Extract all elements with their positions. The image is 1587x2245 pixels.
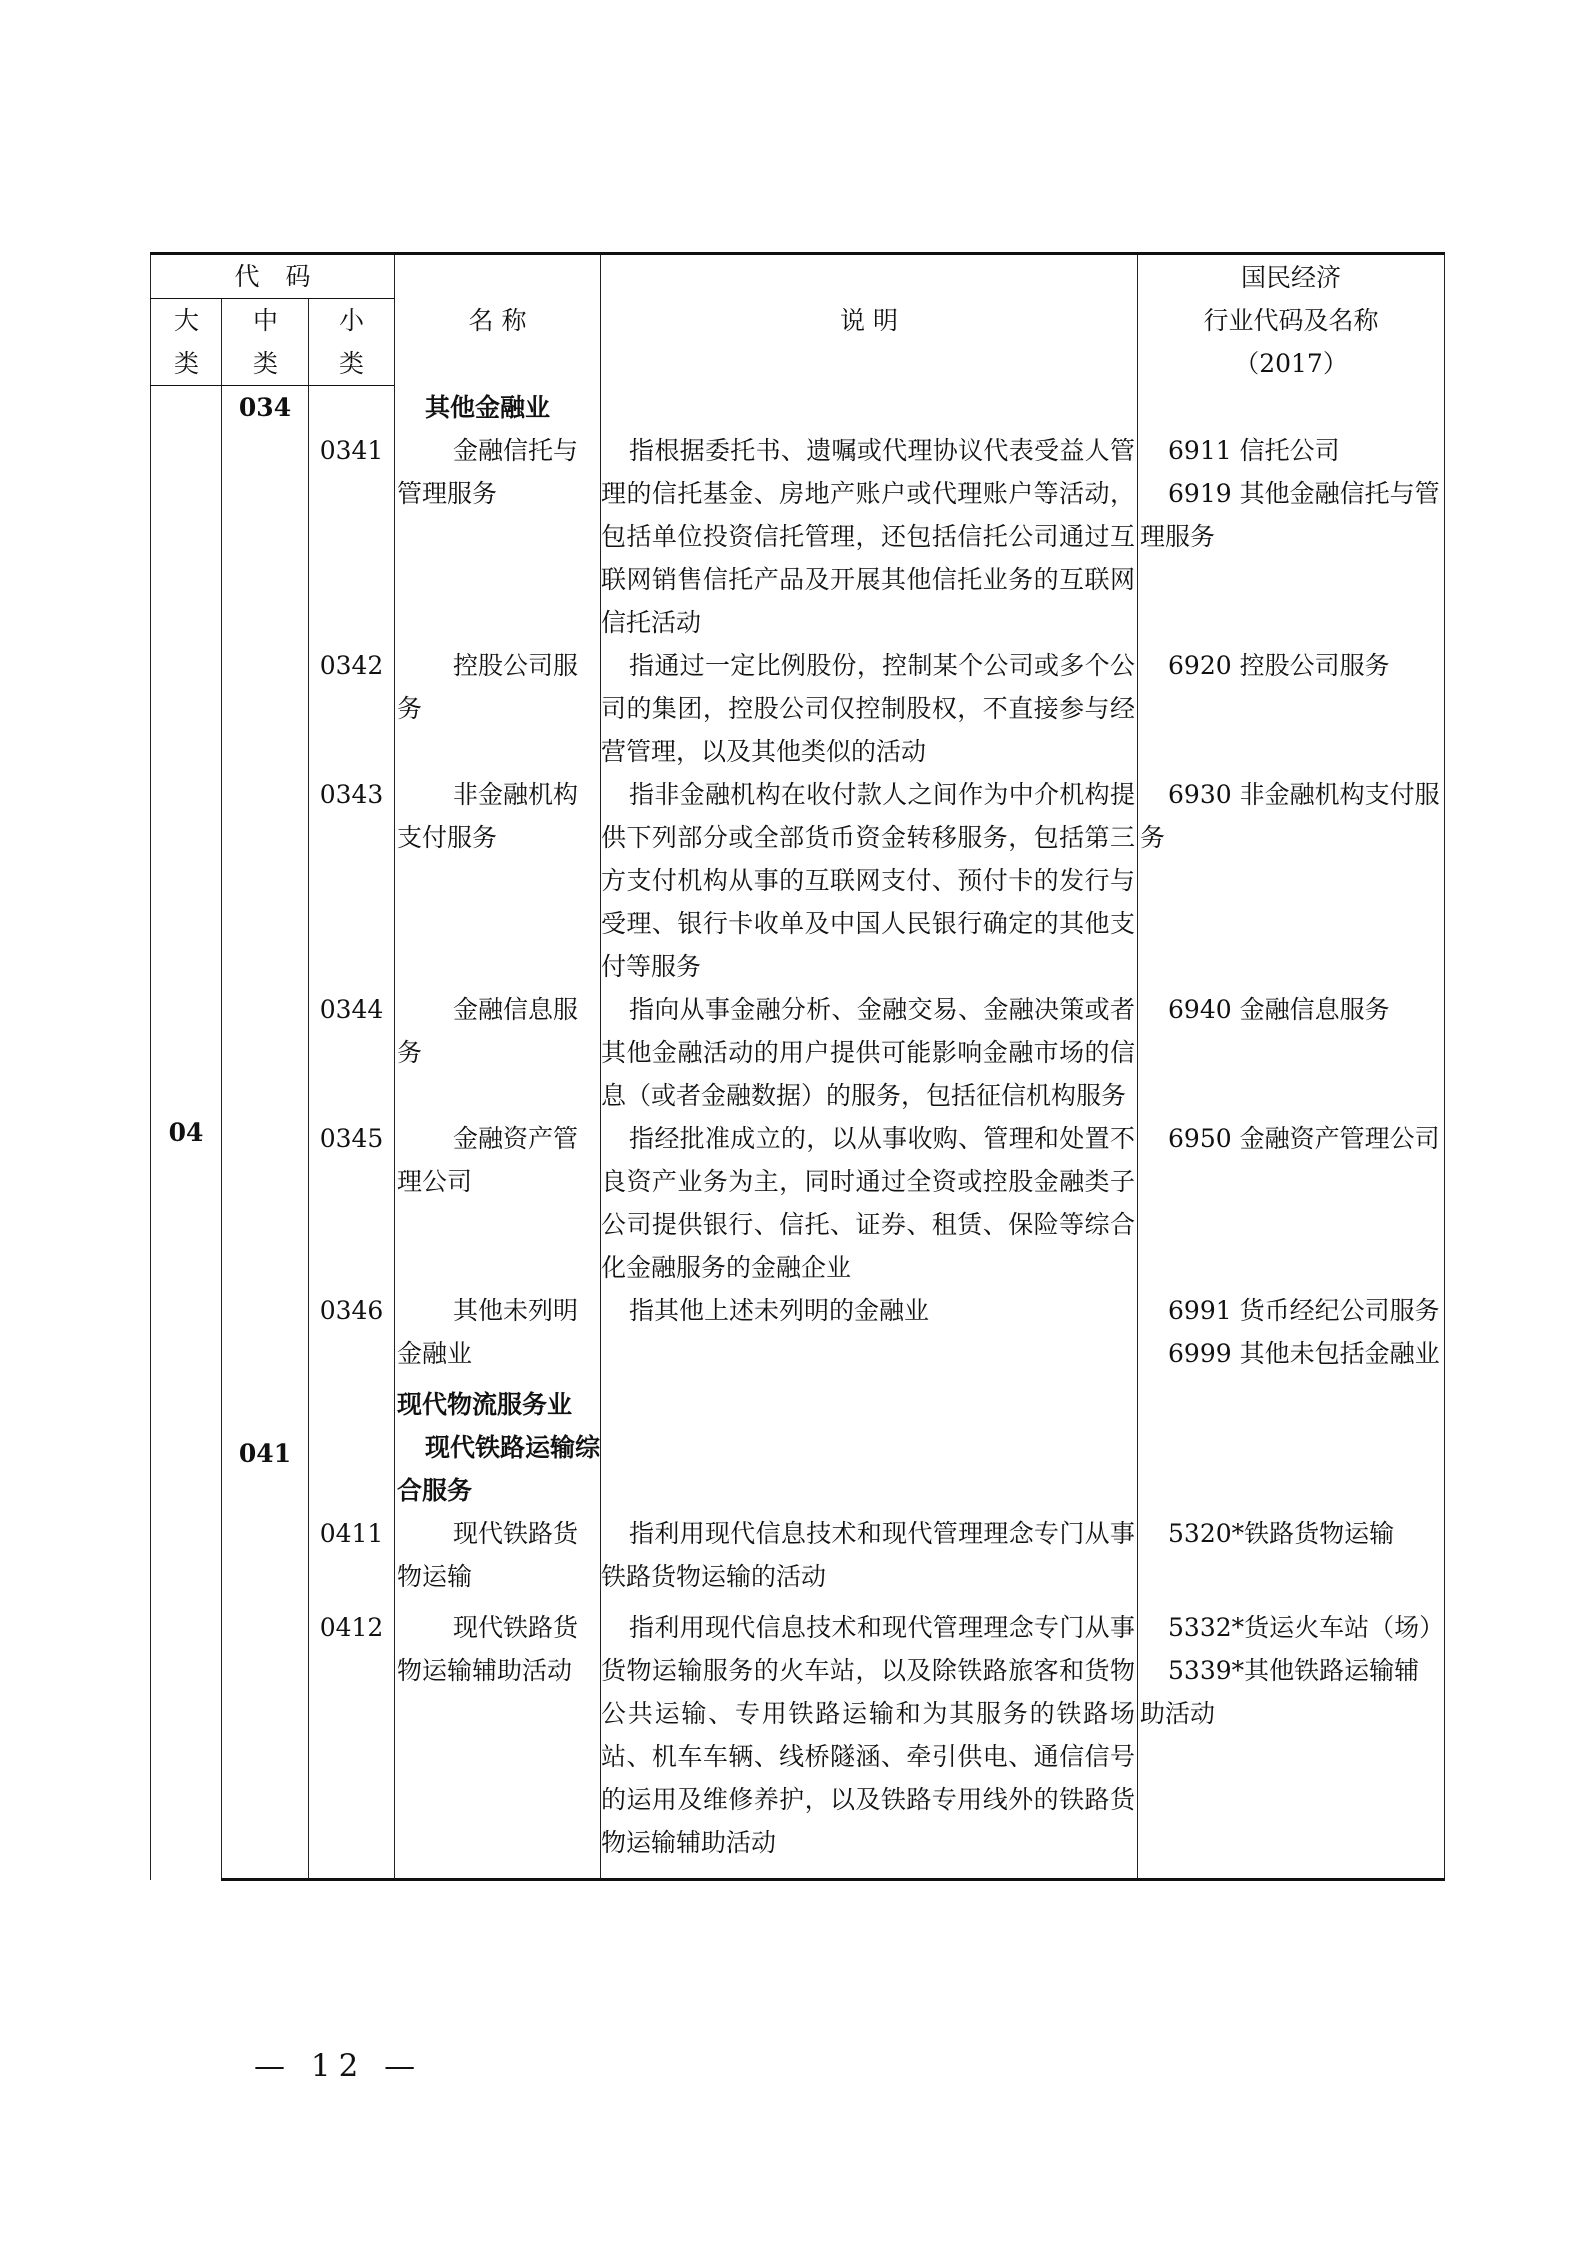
minor-code: 0346 [309, 1289, 395, 1375]
header-code: 代码 [151, 254, 395, 299]
header-middle: 中类 [222, 299, 309, 386]
item-name: 金融信息服务 [397, 995, 579, 1067]
item-desc: 指通过一定比例股份，控制某个公司或多个公司的集团，控股公司仅控制股权，不直接参与经营管理，以及其他类似的活动 [601, 651, 1136, 766]
table-row [151, 1426, 1445, 1512]
item-name: 现代铁路货物运输 [397, 1519, 579, 1591]
item-name: 非金融机构支付服务 [397, 780, 579, 852]
item-desc: 指向从事金融分析、金融交易、金融决策或者其他金融活动的用户提供可能影响金融市场的信息（或者金融数据）的服务，包括征信机构服务 [601, 995, 1136, 1110]
item-name: 控股公司服务 [397, 651, 579, 723]
ref-code: 5332*货运火车站（场） [1168, 1613, 1445, 1642]
header-ref [1138, 254, 1445, 386]
table-row [151, 429, 1445, 644]
ref-code: 6991 货币经纪公司服务 [1168, 1296, 1440, 1325]
table-row [151, 988, 1445, 1117]
minor-code: 0344 [309, 988, 395, 1117]
ref-code: 6999 其他未包括金融业 [1168, 1339, 1440, 1368]
group-name: 其他金融业 [425, 392, 551, 422]
industry-classification-table [150, 252, 1445, 1881]
group-name: 现代物流服务业 [397, 1390, 573, 1419]
item-name: 金融信托与管理服务 [397, 436, 579, 508]
item-desc: 指非金融机构在收付款人之间作为中介机构提供下列部分或全部货币资金转移服务，包括第三方支付机构从事的互联网支付、预付卡的发行与受理、银行卡收单及中国人民银行确定的其他支付等服务 [601, 780, 1136, 981]
item-name: 其他未列明金融业 [397, 1296, 579, 1368]
table-row [151, 644, 1445, 773]
table-row [151, 386, 1445, 430]
ref-code: 6920 控股公司服务 [1168, 651, 1390, 680]
table-row [151, 1512, 1445, 1598]
ref-code: 6911 信托公司 [1168, 436, 1340, 465]
group-name: 现代铁路运输综合服务 [397, 1433, 601, 1505]
header-major: 大类 [151, 299, 222, 386]
minor-code: 0345 [309, 1117, 395, 1289]
header-minor: 小类 [309, 299, 395, 386]
ref-code: 6919 其他金融信托与管理服务 [1140, 479, 1440, 551]
item-desc: 指利用现代信息技术和现代管理理念专门从事货物运输服务的火车站，以及除铁路旅客和货物公共运输、专用铁路运输和为其服务的铁路场站、机车车辆、线桥隧涵、牵引供电、通信信号的运用及维修养护，以及铁路专用线外的铁路货物运输辅助活动 [601, 1613, 1136, 1857]
item-desc: 指利用现代信息技术和现代管理理念专门从事铁路货物运输的活动 [601, 1519, 1136, 1591]
ref-code: 6930 非金融机构支付服务 [1140, 780, 1440, 852]
major-code: 04 [151, 386, 222, 1880]
minor-code: 0342 [309, 644, 395, 773]
ref-code: 5339*其他铁路运输辅助活动 [1140, 1656, 1420, 1728]
minor-code: 0343 [309, 773, 395, 988]
item-desc: 指经批准成立的，以从事收购、管理和处置不良资产业务为主，同时通过全资或控股金融类子公司提供银行、信托、证券、租赁、保险等综合化金融服务的金融企业 [601, 1124, 1136, 1282]
table-row [151, 1383, 1445, 1426]
item-name: 金融资产管理公司 [397, 1124, 579, 1196]
middle-code: 041 [222, 1426, 309, 1512]
table-row [151, 1606, 1445, 1864]
item-name: 现代铁路货物运输辅助活动 [397, 1613, 579, 1685]
middle-code: 034 [222, 386, 309, 430]
item-desc: 指根据委托书、遗嘱或代理协议代表受益人管理的信托基金、房地产账户或代理账户等活动，包括单位投资信托管理，还包括信托公司通过互联网销售信托产品及开展其他信托业务的互联网信托活动 [601, 436, 1136, 637]
minor-code: 0411 [309, 1512, 395, 1598]
table-row [151, 1117, 1445, 1289]
table-row [151, 773, 1445, 988]
header-desc: 说 明 [601, 254, 1138, 386]
header-ref-line1: 国民经济 [1241, 262, 1342, 292]
table-row [151, 1289, 1445, 1375]
ref-code: 6940 金融信息服务 [1168, 995, 1390, 1024]
page-number: — 12 — [254, 2048, 424, 2084]
minor-code: 0341 [309, 429, 395, 644]
item-desc: 指其他上述未列明的金融业 [629, 1296, 930, 1325]
ref-code: 5320*铁路货物运输 [1168, 1519, 1395, 1548]
ref-code: 6950 金融资产管理公司 [1168, 1124, 1440, 1153]
minor-code: 0412 [309, 1606, 395, 1864]
header-ref-line3: （2017） [1234, 348, 1348, 378]
header-name: 名 称 [395, 254, 601, 386]
header-ref-line2: 行业代码及名称 [1203, 305, 1379, 335]
